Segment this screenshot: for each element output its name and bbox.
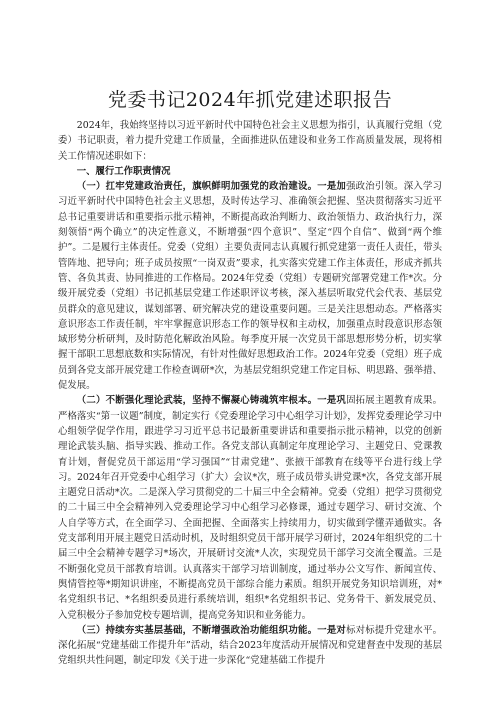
paragraph-body: 固拓展主题教育成果。严格落实“第一议题”制度，制定实行《党委理论学习中心组学习计划》，发挥党委理论学习中心组领学促学作用，跟进学习习近平总书记最新重要讲话和重要指示批示精神，以党的创新理论武装头脑、指导实践、推动工作。各党支部认真制定年度理论学习、主题党日、党课教育计划，督促党员干部运用“学习强国”“甘肃党建”、张掖干部教育在线等平台进行线上学习。2024年召开党委中心组学习（扩大）会议*次，班子成员带头讲党课*次，各党支部开展主题党日活动*次。二是深入学习贯彻党的二十届三中全会精神。党委（党组）把学习贯彻党的二十届三中全会精神列入党委理论学习中心组学习必修课，通过专题学习、研讨交流、个人自学等方式，在全面学习、全面把握、全面落实上持续用力，切实做到学懂弄通做实。各党支部利用开展主题党日活动时机，及时组织党员干部开展学习研讨，2024年组织党的二十届三中全会精神专题学习*场次，开展研讨交流*人次，实现党员干部学习交流全覆盖。三是不断强化党员干部教育培训。认真落实干部学习培训制度，通过举办公文写作、新闻宣传、舆情管控等*期知识讲座，不断提高党员干部综合能力素质。组织开展党务知识培训班，对*名党组织书记、*名组织委员进行系统培训，组织*名党组织书记、党务骨干、新发展党员、入党积极分子参加党校专题培训，提高党务知识和业务能力。 (58, 395, 442, 621)
paragraph-lead: （一）扛牢党建政治责任，旗帜鲜明加强党的政治建设。一是加 (76, 181, 347, 193)
paragraph-body: 强政治引领。深入学习习近平新时代中国特色社会主义思想，及时传达学习、准确领会把握、坚决贯彻落实习近平总书记重要讲话和重要指示批示精神，不断提高政治判断力、政治领悟力、政治执行力，深刻领悟“两个确立”的决定性意义，不断增强“四个意识”、坚定“四个自信”、做到“两个维护”。二是履行主体责任。党委（党组）主要负责同志认真履行抓党建第一责任人责任，带头管阵地、把导向；班子成员按照“一岗双责”要求，扎实落实党建工作主体责任，形成齐抓共管、各负其责、协同推进的工作格局。2024年党委（党组）专题研究部署党建工作*次。分级开展党委（党组）书记抓基层党建工作述职评议考核，深入基层听取党代会代表、基层党员群众的意见建议，谋划部署、研究解决党的建设重要问题。三是关注思想动态。严格落实意识形态工作责任制，牢牢掌握意识形态工作的领导权和主动权，加强重点时段意识形态领域形势分析研判，及时防范化解政治风险。每季度开展一次党员干部思想形势分析，切实掌握干部职工思想底数和实际情况，有针对性做好思想政治工作。2024年党委（党组）班子成员到各党支部开展党建工作检查调研*次，为基层党组织党建工作定目标、明思路、强举措、促发展。 (58, 181, 442, 392)
paragraph-political-responsibility (58, 179, 442, 393)
paragraph-lead: （二）不断强化理论武装，坚持不懈凝心铸魂筑牢根本。一是巩 (76, 395, 347, 407)
section-heading-duties: 一、履行工作职责情况 (76, 165, 171, 177)
intro-paragraph: 2024年，我始终坚持以习近平新时代中国特色社会主义思想为指引，认真履行党组（党委）书记职责，着力提升党建工作质量，全面推进队伍建设和业务工作高质量发展，现将相关工作情况述职如下： (58, 120, 442, 162)
paragraph-lead: （三）持续夯实基层基础，不断增强政治功能组织功能。一是对 (76, 624, 347, 636)
paragraph-body: 标对标提升党建水平。深化拓展“党建基础工作提升年”活动，结合2023年度活动开展情况和党建督查中发现的基层党组织共性问题，制定印发《关于进一步深化“党建基础工作提升 (58, 624, 442, 667)
paragraph-theory-armament (58, 393, 442, 622)
document-title: 党委书记2024年抓党建述职报告 (107, 89, 393, 111)
paragraph-grassroots-foundation (58, 623, 442, 669)
